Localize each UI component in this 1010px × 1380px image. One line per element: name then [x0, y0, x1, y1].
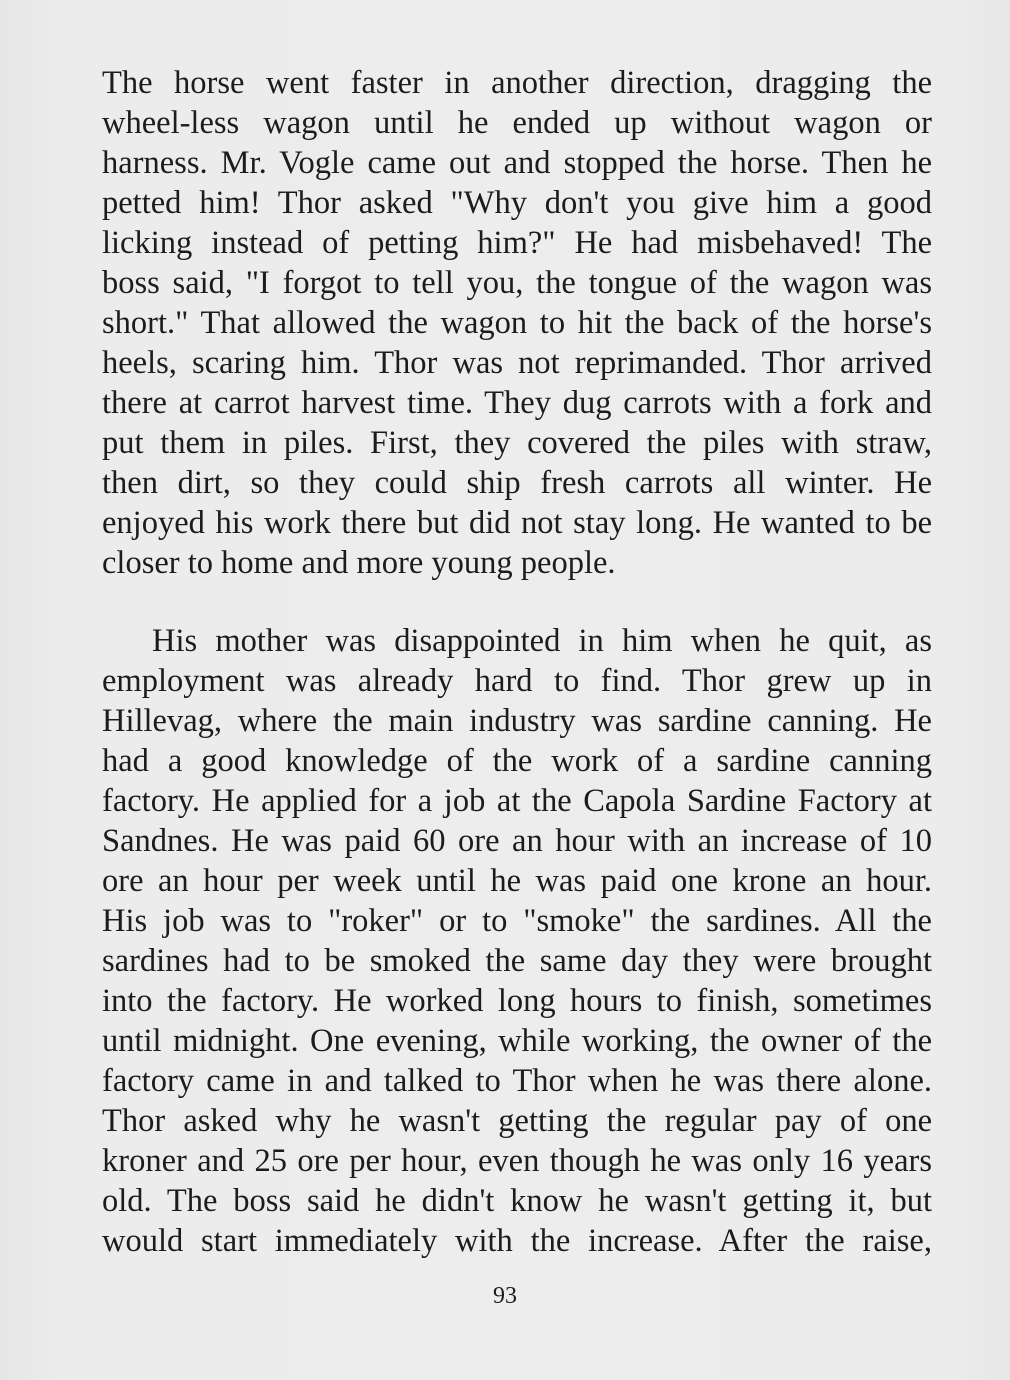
text-line: wheel-less wagon until he ended up without wagon or [102, 105, 932, 141]
text-line: employment was already hard to find. Thor grew up in [102, 663, 932, 699]
text-line: harness. Mr. Vogle came out and stopped the horse. Then he [102, 145, 932, 181]
text-line: The horse went faster in another direction, dragging the [102, 65, 932, 101]
page-number: 93 [493, 1283, 517, 1309]
text-line: into the factory. He worked long hours to finish, sometimes [102, 983, 932, 1019]
text-line: boss said, "I forgot to tell you, the tongue of the wagon was [102, 265, 932, 301]
paragraph-1 [102, 63, 932, 583]
text-line: factory came in and talked to Thor when he was there alone. [102, 1063, 932, 1099]
text-line: enjoyed his work there but did not stay long. He wanted to be [102, 505, 932, 541]
text-line: put them in piles. First, they covered the piles with straw, [102, 425, 932, 461]
text-line: had a good knowledge of the work of a sardine canning [102, 743, 932, 779]
text-line: licking instead of petting him?" He had misbehaved! The [102, 225, 932, 261]
text-line: His mother was disappointed in him when he quit, as [152, 623, 932, 659]
text-line: factory. He applied for a job at the Capola Sardine Factory at [102, 783, 932, 819]
text-line: His job was to "roker" or to "smoke" the sardines. All the [102, 903, 932, 939]
text-line: heels, scaring him. Thor was not reprimanded. Thor arrived [102, 345, 932, 381]
text-line: Hillevag, where the main industry was sardine canning. He [102, 703, 932, 739]
text-line: there at carrot harvest time. They dug carrots with a fork and [102, 385, 932, 421]
text-line: old. The boss said he didn't know he wasn't getting it, but [102, 1183, 932, 1219]
text-line: until midnight. One evening, while working, the owner of the [102, 1023, 932, 1059]
text-line: short." That allowed the wagon to hit the back of the horse's [102, 305, 932, 341]
text-line: Sandnes. He was paid 60 ore an hour with an increase of 10 [102, 823, 932, 859]
text-line: then dirt, so they could ship fresh carrots all winter. He [102, 465, 932, 501]
text-line: petted him! Thor asked "Why don't you give him a good [102, 185, 932, 221]
text-line: kroner and 25 ore per hour, even though he was only 16 years [102, 1143, 932, 1179]
paragraph-2 [102, 621, 932, 1261]
text-line: closer to home and more young people. [102, 545, 616, 581]
text-line: sardines had to be smoked the same day they were brought [102, 943, 932, 979]
text-line: would start immediately with the increase. After the raise, [102, 1223, 932, 1259]
text-line: Thor asked why he wasn't getting the regular pay of one [102, 1103, 932, 1139]
text-line: ore an hour per week until he was paid one krone an hour. [102, 863, 932, 899]
